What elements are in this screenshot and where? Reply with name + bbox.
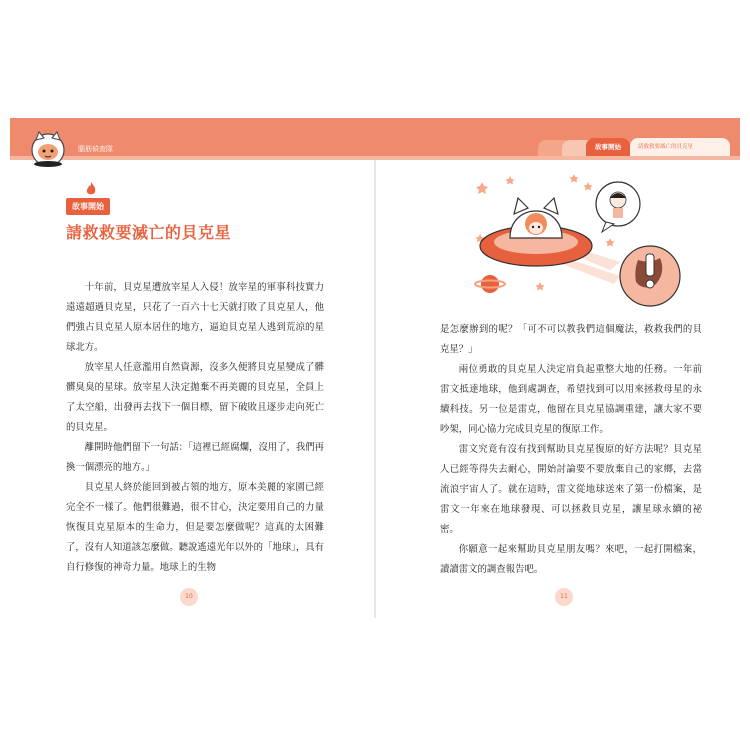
flame-icon [85, 182, 97, 196]
paragraph: 放宰星人任意濫用自然資源，沒多久便將貝克星變成了髒髒臭臭的星球。放宰星人決定拋棄不再美麗的貝克星，全員上了太空船，出發再去找下一個目標，留下破敗且逐步走向死亡的貝克星。 [66, 362, 324, 433]
chapter-tab: 請救救要滅亡的貝克星 [630, 138, 730, 156]
page-number-right: 11 [555, 588, 573, 606]
section-tab: 故事開始 [586, 138, 630, 156]
badge-label: 故事開始 [66, 198, 110, 215]
right-page-text [440, 320, 702, 580]
paragraph: 兩位勇敢的貝克星人決定肩負起重整大地的任務。一年前雷文抵達地球，他到處調查，希望找到可以用來拯救母星的永續科技。另一位是雷克，他留在貝克星協調重建，讓大家不要吵架，同心協力完成貝克星的復原工作。 [440, 364, 702, 435]
paragraph: 雷文究竟有沒有找到幫助貝克星復原的好方法呢？貝克星人已經等得失去耐心，開始討論要不要放棄自己的家鄉，去當流浪宇宙人了。就在這時，雷文從地球送來了第一份檔案，是雷文一年來在地球發現、可以拯救貝克星，讓星球永續的祕密。 [440, 444, 702, 535]
paragraph: 貝克星人終於能回到被占領的地方，原本美麗的家園已經完全不一樣了。他們很難過，很不甘心，決定要用自己的力量恢復貝克星原本的生命力，但是要怎麼做呢？這真的太困難了，沒有人知道該怎麼做。聽說遙遠光年以外的「地球」，具有自行修復的神奇力量。地球上的生物 [66, 482, 324, 573]
cat-ufo-illustration [470, 172, 700, 312]
series-title: 腦筋偵查隊 [78, 145, 113, 153]
left-page-text [66, 278, 324, 578]
chapter-title: 請救救要滅亡的貝克星 [66, 223, 232, 242]
book-gutter [374, 160, 376, 618]
book-spread [10, 118, 740, 618]
cat-helmet-mascot-icon [28, 128, 68, 168]
paragraph: 你願意一起來幫助貝克星朋友嗎？來吧，一起打開檔案，讀讀雷文的調查報告吧。 [440, 544, 702, 575]
page-number-left: 10 [180, 588, 198, 606]
paragraph-continuation: 是怎麼辦到的呢？「可不可以教我們這個魔法，救救我們的貝克星？」 [440, 324, 702, 355]
paragraph: 十年前，貝克星遭放宰星人入侵！放宰星的軍事科技實力遠遠超過貝克星，只花了一百六十七天就打敗了貝克星人，他們強占貝克星人原本居住的地方，逼迫貝克星人逃到荒涼的星球北方。 [66, 282, 324, 353]
section-badge [66, 194, 110, 215]
paragraph: 離開時他們留下一句話：「這裡已經腐爛，沒用了，我們再換一個漂亮的地方。」 [66, 442, 324, 473]
